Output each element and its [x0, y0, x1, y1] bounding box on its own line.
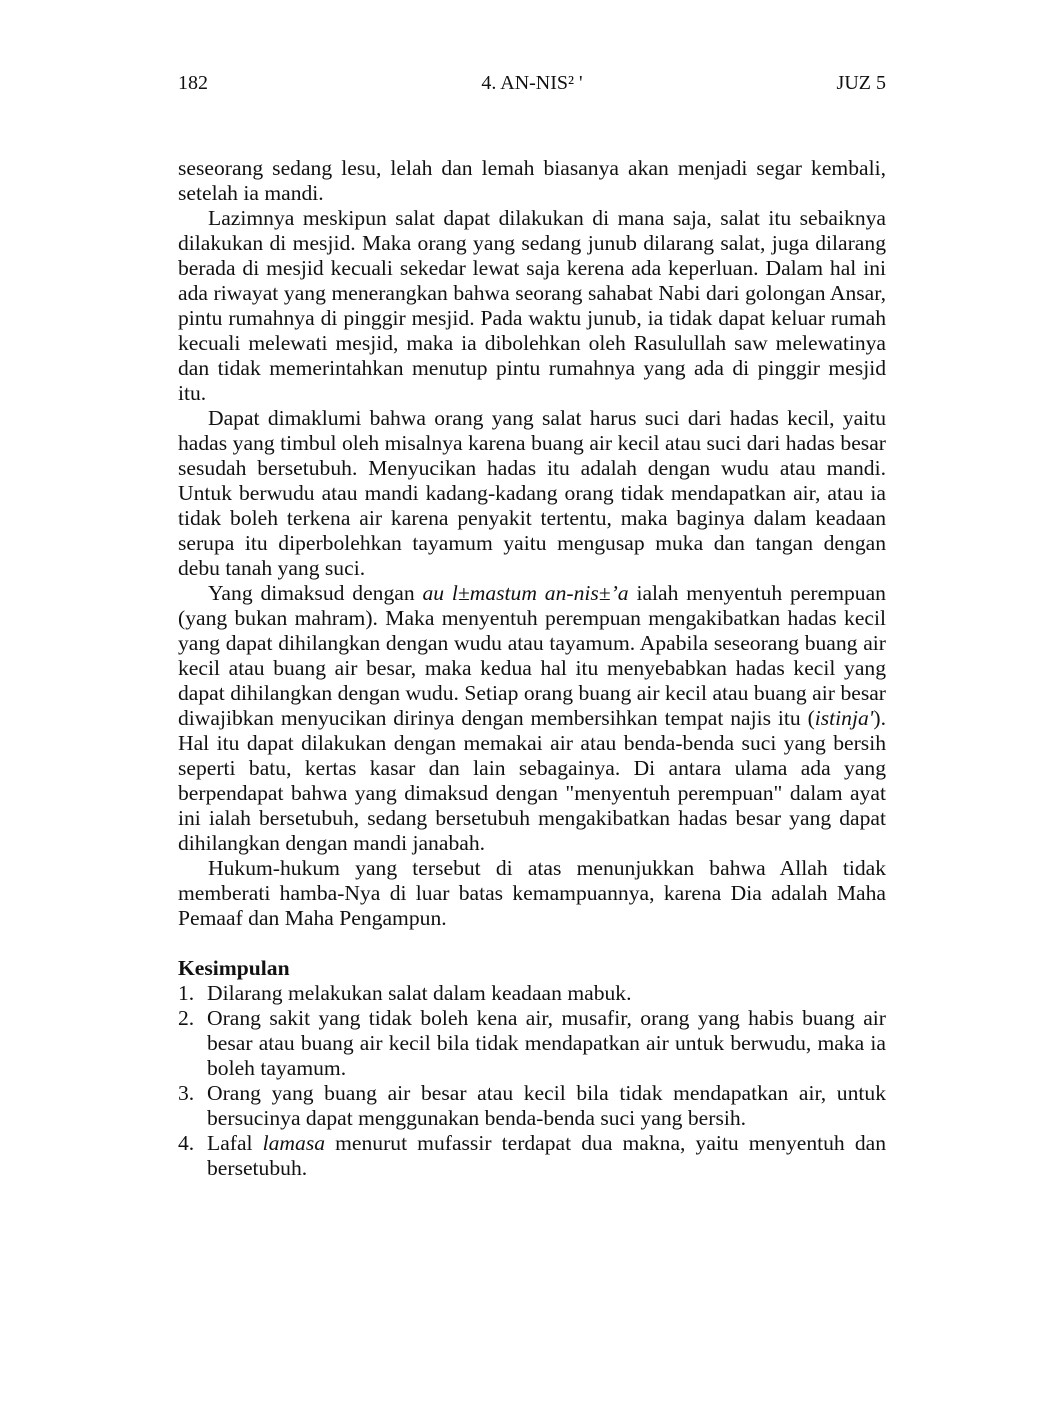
list-item-number: 3.: [178, 1081, 195, 1105]
list-item-number: 1.: [178, 981, 195, 1005]
paragraph-3: Dapat dimaklumi bahwa orang yang salat harus suci dari hadas kecil, yaitu hadas yang timbul oleh misalnya karena buang air kecil atau suci dari hadas besar sesudah bersetubuh. Menyucikan hadas itu adalah dengan wudu atau mandi. Untuk berwudu atau mandi kadang-kadang orang tidak mendapatkan air, atau ia tidak boleh terkena air karena penyakit tertentu, maka baginya dalam keadaan serupa itu diperbolehkan tayamum yaitu mengusap muka dan tangan dengan debu tanah yang suci.: [178, 406, 886, 580]
list-item-text: Dilarang melakukan salat dalam keadaan mabuk.: [207, 981, 632, 1005]
list-item: [178, 1006, 886, 1081]
list-item-text: Orang yang buang air besar atau kecil bila tidak mendapatkan air, untuk bersucinya dapat menggunakan benda-benda suci yang bersih.: [207, 1081, 886, 1130]
list-item-text-a: Lafal: [207, 1131, 263, 1155]
term-lamasa: lamasa: [262, 1131, 326, 1155]
list-item-number: 2.: [178, 1006, 195, 1030]
surah-title: 4. AN-NIS² ': [481, 72, 583, 94]
term-au-lamastum: au l±mastum an-nis±’a: [422, 581, 629, 605]
paragraph-4: [178, 581, 886, 856]
list-item-number: 4.: [178, 1131, 195, 1155]
conclusion-heading: Kesimpulan: [178, 956, 290, 980]
page-body: [178, 156, 886, 1181]
conclusion-list: [178, 981, 886, 1181]
paragraph-2: Lazimnya meskipun salat dapat dilakukan di mana saja, salat itu sebaiknya dilakukan di mesjid. Maka orang yang sedang junub dilarang salat, juga dilarang berada di mesjid kecuali sekedar lewat saja kerena ada keperluan. Dalam hal ini ada riwayat yang menerangkan bahwa seorang sahabat Nabi dari golongan Ansar, pintu rumahnya di pinggir mesjid. Pada waktu junub, ia tidak dapat keluar rumah kecuali melewati mesjid, maka ia dibolehkan oleh Rasulullah saw melewatinya dan tidak memerintahkan menutup pintu rumahnya yang ada di pinggir mesjid itu.: [178, 206, 886, 405]
list-item-text: Orang sakit yang tidak boleh kena air, musafir, orang yang habis buang air besar atau buang air kecil bila tidak mendapatkan air untuk berwudu, maka ia boleh tayamum.: [207, 1006, 886, 1080]
paragraph-1: seseorang sedang lesu, lelah dan lemah biasanya akan menjadi segar kembali, setelah ia mandi.: [178, 156, 886, 205]
list-item: [178, 981, 886, 1006]
paragraph-5: Hukum-hukum yang tersebut di atas menunjukkan bahwa Allah tidak memberati hamba-Nya di luar batas kemampuannya, karena Dia adalah Maha Pemaaf dan Maha Pengampun.: [178, 856, 886, 930]
list-item: [178, 1081, 886, 1131]
list-item: [178, 1131, 886, 1181]
page-number: 182: [178, 72, 208, 94]
juz-label: JUZ 5: [836, 72, 886, 94]
paragraph-4-text-c: ). Hal itu dapat dilakukan dengan memakai air atau benda-benda suci yang bersih seperti batu, kertas kasar dan lain sebagainya. Di antara ulama ada yang berpendapat bahwa yang dimaksud dengan "menyentuh perempuan" dalam ayat ini ialah bersetubuh, sedang bersetubuh mengakibatkan hadas besar yang dapat dihilangkan dengan mandi janabah.: [178, 706, 886, 855]
running-header: [178, 72, 886, 100]
list-item-text-b: menurut mufassir terdapat dua makna, yaitu menyentuh dan bersetubuh.: [207, 1131, 886, 1180]
term-istinja: istinja': [814, 706, 874, 730]
paragraph-4-text-a: Yang dimaksud dengan: [208, 581, 423, 605]
paragraph-4-text-b: ialah menyentuh perempuan (yang bukan mahram). Maka menyentuh perempuan mengakibatkan hadas kecil yang dapat dihilangkan dengan wudu atau tayamum. Apabila seseorang buang air kecil atau buang air besar, maka kedua hal itu menyebabkan hadas kecil yang dapat dihilangkan dengan wudu. Setiap orang buang air kecil atau buang air besar diwajibkan menyucikan dirinya dengan membersihkan tempat najis itu (: [178, 581, 886, 730]
